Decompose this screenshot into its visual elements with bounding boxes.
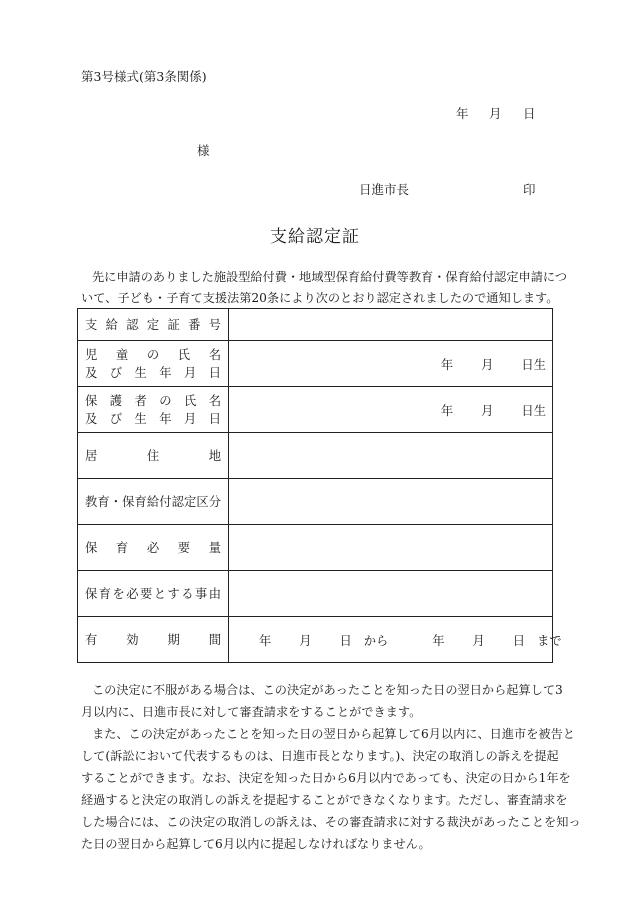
- note-line-5: することができます。なお、決定を知った日から6月以内であっても、決定の日から1年を: [81, 771, 571, 785]
- seal-mark: 印: [523, 182, 536, 197]
- certificate-table: [77, 308, 562, 663]
- guardian-birthdate: 年 月 日生: [440, 403, 546, 418]
- validity-period: 年 月 日 から 年 月 日 まで: [259, 633, 562, 648]
- label-validity: 有効期間: [78, 617, 229, 663]
- intro-line-2: いて、子ども・子育て支援法第20条により次のとおり認定されましたので通知します。: [81, 291, 559, 305]
- value-address[interactable]: [229, 433, 553, 479]
- value-certificate-number[interactable]: [229, 309, 553, 341]
- table-row-care-reason: [78, 571, 553, 617]
- intro-line-1: 先に申請のありました施設型給付費・地域型保育給付費等教育・保育給付認定申請につ: [92, 270, 568, 284]
- note-line-6: 経過すると決定の取消しの訴えを提起することができなくなります。ただし、審査請求を: [81, 793, 568, 807]
- label-care-amount: 保育必要量: [78, 525, 229, 571]
- label-certificate-number: 支給認定証番号: [78, 309, 229, 341]
- value-validity[interactable]: [229, 617, 562, 663]
- value-care-amount[interactable]: [229, 525, 553, 571]
- child-birthdate: 年 月 日生: [440, 357, 546, 372]
- date-month-label: 月: [489, 106, 502, 121]
- date-year-label: 年: [456, 106, 469, 121]
- form-number: 第3号様式(第3条関係): [81, 69, 207, 84]
- note-line-4: して(訴訟において代表するものは、日進市長となります。)、決定の取消しの訴えを提起: [81, 749, 559, 763]
- date-day-label: 日: [523, 106, 536, 121]
- table-row-category: [78, 479, 553, 525]
- addressee-suffix: 様: [197, 143, 210, 158]
- table-row-child: [78, 341, 553, 387]
- value-guardian[interactable]: [229, 387, 553, 433]
- label-care-reason: 保育を必要とする事由: [78, 571, 229, 617]
- issuer-name: 日進市長: [359, 182, 410, 197]
- label-address: 居住地: [78, 433, 229, 479]
- note-line-8: た日の翌日から起算して6月以内に提起しなければなりません。: [81, 837, 431, 851]
- note-line-1: この決定に不服がある場合は、この決定があったことを知った日の翌日から起算して3: [92, 683, 563, 697]
- value-care-reason[interactable]: [229, 571, 553, 617]
- table-row-address: [78, 433, 553, 479]
- document-title: 支給認定証: [270, 227, 360, 247]
- label-category: 教育・保育給付認定区分: [78, 479, 229, 525]
- value-category[interactable]: [229, 479, 553, 525]
- label-guardian: 保護者の氏名 及び生年月日: [78, 387, 229, 433]
- label-child: 児童の氏名 及び生年月日: [78, 341, 229, 387]
- note-line-2: 月以内に、日進市長に対して審査請求をすることができます。: [81, 705, 422, 719]
- table-row-guardian: [78, 387, 553, 433]
- note-line-7: した場合には、この決定の取消しの訴えは、その審査請求に対する裁決があったことを知っ: [81, 815, 581, 829]
- table-row-validity: [78, 617, 553, 663]
- table-row-care-amount: [78, 525, 553, 571]
- table-row-certificate-number: [78, 309, 553, 341]
- value-child[interactable]: [229, 341, 553, 387]
- note-line-3: また、この決定があったことを知った日の翌日から起算して6月以内に、日進市を被告と: [92, 727, 575, 741]
